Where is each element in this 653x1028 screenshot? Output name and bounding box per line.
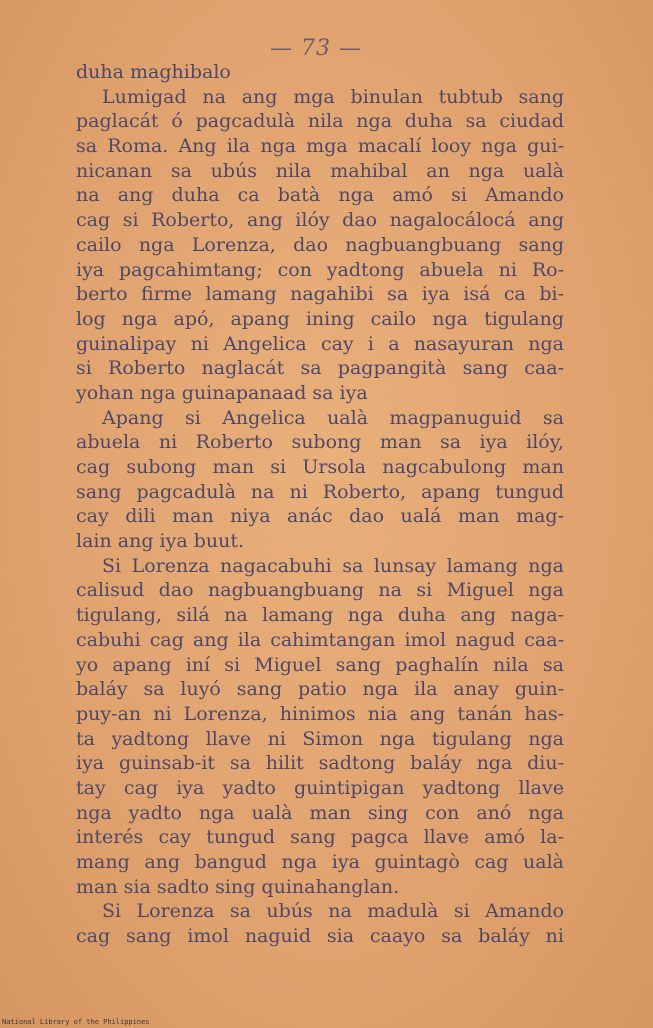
text-line: man sia sadto sing quinahanglan. [76,875,400,898]
text-line: Lumigad na ang mga binulan tubtub sang [102,85,564,108]
text-line: log nga apó, apang ining cailo nga tigulang [76,307,564,330]
text-line: tigulang, silá na lamang nga duha ang naga- [76,604,564,627]
text-line: guinalipay ni Angelica cay i a nasayuran nga [76,332,564,355]
body-text [76,60,564,949]
text-line: yo apang iní si Miguel sang paghalín nila sa [76,653,564,676]
text-line: iya pagcahimtang; con yadtong abuela ni Ro- [76,258,564,281]
text-line: mang ang bangud nga iya guintagò cag ualà [76,851,564,873]
text-line: Si Lorenza sa ubús na madulà si Amando [102,900,564,923]
text-line: calisud dao nagbuangbuang na si Miguel nga [76,579,564,602]
text-line: duha maghibalo [76,61,231,83]
library-credit: National Library of the Philippines [2,1018,150,1026]
text-line: sa Roma. Ang ila nga mga macalí looy nga gui- [76,135,564,158]
text-line: cag sang imol naguid sia caayo sa baláy ni [76,925,564,948]
text-line: cag si Roberto, ang ilóy dao nagalocálocá ang [76,209,564,232]
text-line: cailo nga Lorenza, dao nagbuangbuang sang [76,233,564,256]
text-line: si Roberto naglacát sa pagpangità sang caa- [76,357,564,380]
text-line: na ang duha ca batà nga amó si Amando [76,184,564,207]
text-line: tay cag iya yadto guintipigan yadtong llave [76,776,564,799]
text-line: sang pagcadulà na ni Roberto, apang tungud [76,480,564,503]
text-line: cabuhi cag ang ila cahimtangan imol nagud caa- [76,628,564,651]
text-line: iya guinsab-it sa hilit sadtong baláy nga diu- [76,752,564,775]
text-line: Si Lorenza nagacabuhi sa lunsay lamang nga [102,554,564,577]
text-line: Apang si Angelica ualà magpanuguid sa [102,406,564,429]
text-line: nga yadto nga ualà man sing con anó nga [76,801,564,824]
text-line: ta yadtong llave ni Simon nga tigulang nga [76,727,564,750]
text-line: baláy sa luyó sang patio nga ila anay guin- [76,678,564,701]
text-line: cag subong man si Ursola nagcabulong man [76,456,564,478]
text-line: nicanan sa ubús nila mahibal an nga ualà [76,159,564,182]
text-line: yohan nga guinapanaad sa iya [76,381,368,404]
text-line: puy-an ni Lorenza, hinimos nia ang tanán has- [76,702,564,725]
text-line: berto firme lamang nagahibi sa iya isá ca bi- [76,283,564,306]
text-line: interés cay tungud sang pagca llave amó la- [76,826,564,849]
text-line: abuela ni Roberto subong man sa iya ilóy, [76,431,564,454]
page-number: — 73 — [270,36,362,61]
text-line: cay dili man niya anác dao ualá man mag- [76,505,564,528]
text-line: paglacát ó pagcadulà nila nga duha sa ciudad [76,110,564,133]
text-line: lain ang iya buut. [76,530,245,553]
